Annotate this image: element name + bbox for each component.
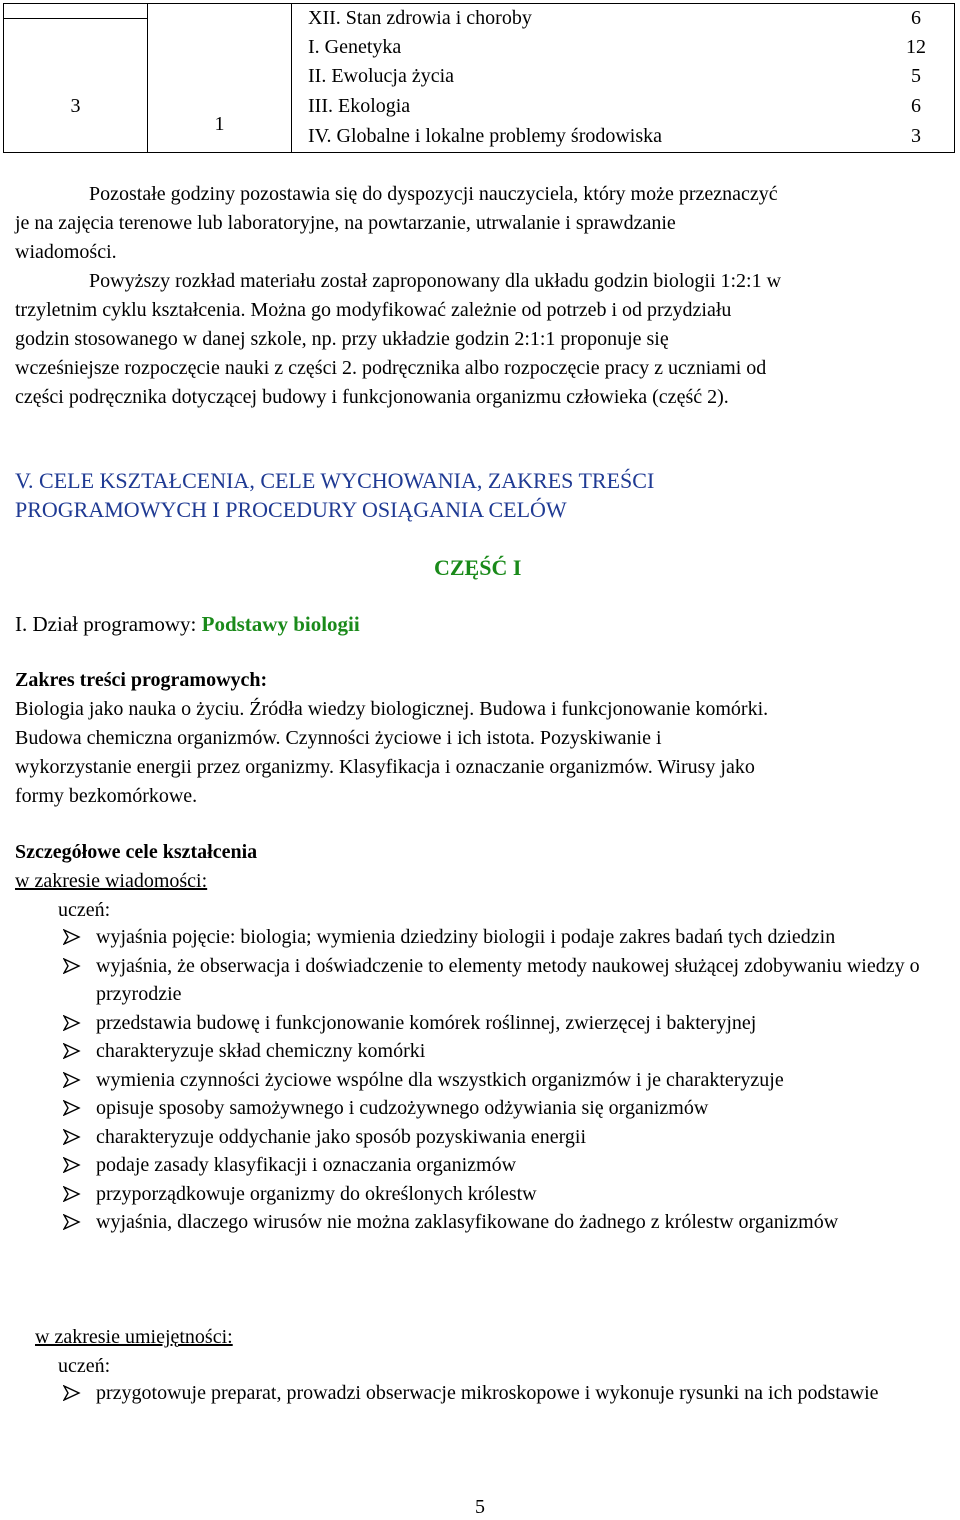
arrow-bullet-icon	[63, 1186, 81, 1202]
text-line: Biologia jako nauka o życiu. Źródła wiedzy biologicznej. Budowa i funkcjonowanie komórki.	[15, 698, 769, 720]
arrow-bullet-icon	[63, 1072, 81, 1088]
topics-cell	[292, 4, 955, 153]
text-line: Budowa chemiczna organizmów. Czynności życiowe i ich istota. Pozyskiwanie i	[15, 727, 662, 749]
topic-hours: 3	[911, 125, 921, 147]
scope-text	[15, 695, 947, 811]
list-item	[63, 923, 953, 952]
text-line: wykorzystanie energii przez organizmy. Klasyfikacja i oznaczanie organizmów. Wirusy jako	[15, 756, 755, 778]
department-prefix: I. Dział programowy:	[15, 612, 202, 636]
arrow-bullet-icon	[63, 1043, 81, 1059]
topic-label: II. Ewolucja życia	[308, 65, 455, 87]
topic-hours: 12	[906, 36, 926, 58]
list-item	[63, 1151, 953, 1180]
text-line: wiadomości.	[15, 241, 117, 263]
table-cell-col2-wrap	[148, 4, 292, 153]
knowledge-label: w zakresie wiadomości:	[15, 870, 208, 892]
list-item-text: opisuje sposoby samożywnego i cudzożywnego odżywiania się organizmów	[96, 1097, 709, 1119]
intro-paragraph-2	[15, 267, 947, 412]
department-heading	[15, 610, 360, 639]
page-number: 5	[475, 1496, 485, 1518]
table-col2: 1	[214, 113, 225, 135]
table-col1: 3	[70, 95, 81, 117]
list-item	[63, 1009, 953, 1038]
list-item-text: charakteryzuje oddychanie jako sposób pozyskiwania energii	[96, 1125, 587, 1148]
section-title-line: PROGRAMOWYCH I PROCEDURY OSIĄGANIA CELÓW	[15, 497, 567, 522]
list-item-text: podaje zasady klasyfikacji i oznaczania organizmów	[96, 1154, 517, 1176]
table-row	[308, 122, 921, 151]
table-row	[308, 33, 926, 62]
table-row	[308, 4, 921, 33]
arrow-bullet-icon	[63, 1385, 81, 1401]
table-cell-col1	[4, 19, 148, 153]
topic-label: III. Ekologia	[308, 95, 411, 117]
knowledge-list	[63, 923, 953, 1237]
arrow-bullet-icon	[63, 1129, 81, 1145]
intro-paragraph-1	[15, 180, 947, 267]
section-title-line: V. CELE KSZTAŁCENIA, CELE WYCHOWANIA, ZAKRES TREŚCI	[15, 468, 655, 493]
skills-subject: uczeń:	[58, 1355, 111, 1377]
topic-label: XII. Stan zdrowia i choroby	[308, 7, 532, 29]
arrow-bullet-icon	[63, 1100, 81, 1116]
section-title	[15, 466, 945, 524]
list-item-text: wyjaśnia pojęcie: biologia; wymienia dziedziny biologii i podaje zakres badań tych dziedzin	[96, 926, 836, 948]
part-heading: CZĘŚĆ I	[434, 555, 522, 580]
topic-hours: 6	[911, 95, 921, 117]
list-item-text: charakteryzuje skład chemiczny komórki	[96, 1040, 426, 1062]
arrow-bullet-icon	[63, 958, 81, 974]
topic-hours: 6	[911, 7, 921, 29]
list-item	[63, 1208, 953, 1237]
skills-list	[63, 1379, 953, 1408]
list-item-text: wymienia czynności życiowe wspólne dla wszystkich organizmów i je charakteryzuje	[96, 1068, 784, 1091]
table-row	[308, 62, 921, 91]
table-row	[308, 92, 921, 121]
list-item	[63, 1094, 953, 1123]
table-empty-cell	[4, 4, 148, 19]
goals-heading: Szczegółowe cele kształcenia	[15, 841, 258, 863]
text-line: wcześniejsze rozpoczęcie nauki z części 2. podręcznika albo rozpoczęcie pracy z uczniami od	[15, 357, 767, 379]
text-line: godzin stosowanego w danej szkole, np. przy układzie godzin 2:1:1 proponuje się	[15, 328, 669, 350]
list-item	[63, 1180, 953, 1209]
list-item-text: wyjaśnia, że obserwacja i doświadczenie to elementy metody naukowej służącej zdobywaniu wiedzy o przyrodzie	[96, 954, 920, 1005]
topic-hours: 5	[911, 65, 921, 87]
list-item	[63, 1379, 953, 1408]
list-item-text: przedstawia budowę i funkcjonowanie komórek roślinnej, zwierzęcej i bakteryjnej	[96, 1011, 757, 1034]
text-line: formy bezkomórkowe.	[15, 785, 198, 807]
list-item	[63, 952, 953, 1009]
list-item	[63, 1037, 953, 1066]
skills-label: w zakresie umiejętności:	[35, 1326, 233, 1348]
knowledge-subject: uczeń:	[58, 899, 111, 921]
list-item	[63, 1123, 953, 1152]
text-line: trzyletnim cyklu kształcenia. Można go modyfikować zależnie od potrzeb i od przydziału	[15, 299, 732, 321]
text-line: części podręcznika dotyczącej budowy i funkcjonowania organizmu człowieka (część 2).	[15, 386, 729, 408]
text-line: Powyższy rozkład materiału został zaproponowany dla układu godzin biologii 1:2:1 w	[89, 270, 782, 292]
arrow-bullet-icon	[63, 929, 81, 945]
list-item	[63, 1066, 953, 1095]
list-item-text: przyporządkowuje organizmy do określonych królestw	[96, 1182, 537, 1205]
arrow-bullet-icon	[63, 1214, 81, 1230]
list-item-text: przygotowuje preparat, prowadzi obserwacje mikroskopowe i wykonuje rysunki na ich podstawie	[96, 1382, 879, 1404]
list-item-text: wyjaśnia, dlaczego wirusów nie można zaklasyfikowane do żadnego z królestw organizmów	[96, 1211, 839, 1233]
arrow-bullet-icon	[63, 1157, 81, 1173]
hours-table	[3, 3, 955, 153]
topic-label: IV. Globalne i lokalne problemy środowiska	[308, 125, 663, 147]
text-line: je na zajęcia terenowe lub laboratoryjne, na powtarzanie, utrwalanie i sprawdzanie	[15, 212, 676, 234]
department-name: Podstawy biologii	[201, 612, 360, 636]
scope-heading: Zakres treści programowych:	[15, 669, 268, 691]
topic-label: I. Genetyka	[308, 36, 402, 58]
arrow-bullet-icon	[63, 1015, 81, 1031]
text-line: Pozostałe godziny pozostawia się do dyspozycji nauczyciela, który może przeznaczyć	[89, 183, 778, 205]
